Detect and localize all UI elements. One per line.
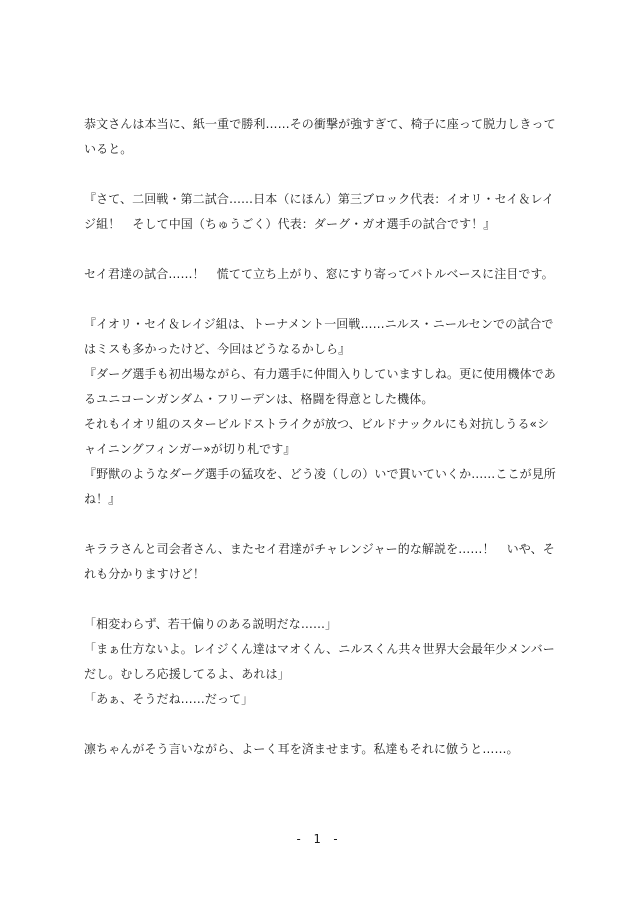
text-line: はミスも多かったけど、今回はどうなるかしら』 (84, 342, 351, 356)
text-line: だし。むしろ応援してるよ、あれは」 (84, 667, 290, 681)
blank-line (84, 287, 556, 312)
body-text (84, 112, 556, 762)
blank-line (84, 587, 556, 612)
blank-line (84, 512, 556, 537)
text-line: るユニコーンガンダム・フリーデンは、格闘を得意とした機体。 (84, 392, 434, 406)
text-line: キララさんと司会者さん、またセイ君達がチャレンジャー的な解説を……！ いや、そ (84, 542, 555, 556)
text-line: いると。 (84, 142, 133, 156)
blank-line (84, 712, 556, 737)
text-line: 凛ちゃんがそう言いながら、よーく耳を済ませます。私達もそれに倣うと……。 (84, 742, 519, 756)
blank-line (84, 237, 556, 262)
text-line: 「あぁ、そうだね……だって」 (84, 692, 254, 706)
text-line: れも分かりますけど！ (84, 567, 206, 581)
text-line: 「まぁ仕方ないよ。レイジくん達はマオくん、ニルスくん共々世界大会最年少メンバー (84, 642, 555, 656)
text-line: ャイニングフィンガー»が切り札です』 (84, 442, 296, 456)
text-line: 「相変わらず、若干偏りのある説明だな……」 (84, 617, 338, 631)
text-line: ジ組！ そして中国（ちゅうごく）代表：ダーグ・ガオ選手の試合です！』 (84, 217, 496, 231)
text-line: 恭文さんは本当に、紙一重で勝利……その衝撃が強すぎて、椅子に座って脱力しきって (84, 117, 556, 131)
text-line: 『さて、二回戦・第二試合……日本（にほん）第三ブロック代表：イオリ・セイ＆レイ (84, 192, 555, 206)
text-line: ね！』 (84, 492, 121, 506)
text-line: 『イオリ・セイ＆レイジ組は、トーナメント一回戦……ニルス・ニールセンでの試合で (84, 317, 554, 331)
text-line: 『ダーグ選手も初出場ながら、有力選手に仲間入りしていますしね。更に使用機体であ (84, 367, 556, 381)
text-line: 『野獣のようなダーグ選手の猛攻を、どう凌（しの）いで貫いていくか……ここが見所 (84, 467, 556, 481)
page-number: - 1 - (294, 832, 342, 846)
blank-line (84, 162, 556, 187)
text-line: セイ君達の試合……！ 慌てて立ち上がり、窓にすり寄ってバトルベースに注目です。 (84, 267, 554, 281)
text-line: それもイオリ組のスタービルドストライクが放つ、ビルドナックルにも対抗しうる«シ (84, 417, 550, 431)
